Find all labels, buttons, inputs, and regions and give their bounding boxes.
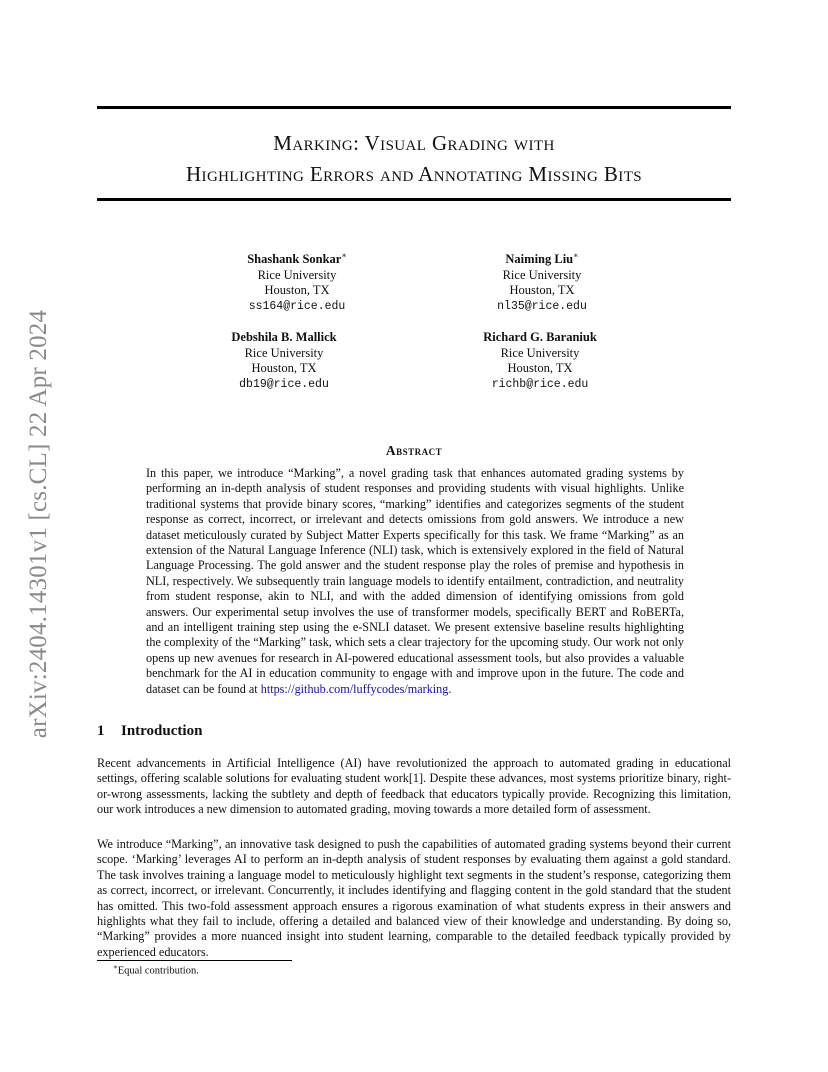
author-email[interactable]: richb@rice.edu <box>491 377 589 391</box>
author-affiliation: Rice University <box>244 345 324 360</box>
author-email[interactable]: nl35@rice.edu <box>497 299 587 313</box>
title-line-2: Highlighting Errors and Annotating Missing Bits <box>185 162 642 186</box>
abstract-text: In this paper, we introduce “Marking”, a novel grading task that enhances automated grading systems by performing an in-depth analysis of student responses and providing students with visual highlights. Unlike traditional systems that provide binary scores, “marking” identifies and categorizes segments of the student response as correct, incorrect, or irrelevant and detects omissions from gold answers. We introduce a new dataset meticulously curated by Subject Matter Experts specifically for this task. We frame “Marking” as an extension of the Natural Language Inference (NLI) task, which is extensively explored in the field of Natural Language Processing. The gold answer and the student response play the roles of premise and hypothesis in NLI, respectively. We subsequently train language models to identify entailment, contradiction, and neutrality from student response, akin to NLI, and with the added dimension of identifying omissions from gold answers. Our experimental setup involves the use of transformer models, specifically BERT and RoBERTa, and an intelligent training step using the e-SNLI dataset. We present extensive baseline results highlighting the complexity of the “Marking” task, which sets a clear trajectory for the upcoming study. Our work not only opens up new avenues for research in AI-powered educational assessment tools, but also provides a valuable benchmark for the AI in education community to engage with and improve upon in the future. The code and dataset can be found at <box>146 466 684 696</box>
footnote-rule <box>97 960 292 961</box>
footnote <box>113 963 199 977</box>
author-location: Houston, TX <box>509 283 575 298</box>
abstract-end: . <box>448 681 452 696</box>
author-name: Shashank Sonkar∗ <box>247 251 347 267</box>
author-block <box>430 330 650 392</box>
footnote-text: Equal contribution. <box>117 965 199 977</box>
author-name: Naiming Liu∗ <box>505 251 579 267</box>
arxiv-side-stamp <box>22 288 56 760</box>
author-location: Houston, TX <box>251 361 317 375</box>
intro-paragraph-1: Recent advancements in Artificial Intelligence (AI) have revolutionized the approach to automated grading in educational settings, offering scalable solutions for evaluating student work[1]. Despite these advances, most systems prioritize binary, right-or-wrong assessments, lacking the subtlety and depth of feedback that educators typically provide. Recognizing this limitation, our work introduces a new dimension to automated grading, moving towards a more detailed form of assessment. <box>97 756 731 817</box>
author-block <box>432 248 652 314</box>
section-heading <box>97 723 202 740</box>
author-location: Houston, TX <box>507 361 573 375</box>
author-mark: ∗ <box>573 251 579 260</box>
title-bottom-rule <box>97 198 731 201</box>
title-top-rule <box>97 106 731 109</box>
author-affiliation: Rice University <box>500 345 580 360</box>
arxiv-identifier: arXiv:2404.14301v1 [cs.CL] 22 Apr 2024 <box>25 309 52 739</box>
author-name: Debshila B. Mallick <box>231 330 337 344</box>
code-dataset-link[interactable]: https://github.com/luffycodes/marking <box>260 681 449 696</box>
author-block <box>174 330 394 392</box>
author-name: Richard G. Baraniuk <box>483 330 597 344</box>
abstract-heading: Abstract <box>385 443 443 458</box>
section-title: Introduction <box>121 723 203 739</box>
section-number: 1 <box>97 723 105 739</box>
title-line-1: Marking: Visual Grading with <box>273 131 555 155</box>
intro-paragraph-2: We introduce “Marking”, an innovative task designed to push the capabilities of automated grading systems beyond their current scope. ‘Marking’ leverages AI to perform an in-depth analysis of student responses by evaluating them against a gold standard. The task involves training a language model to meticulously highlight text segments in the student’s response, categorizing them as correct, incorrect, or irrelevant. Concurrently, it includes identifying and flagging content in the gold standard that the student has omitted. This two-fold assessment approach ensures a rigorous examination of what students express in their answers and highlights what they fail to include, offering a detailed and balanced view of their knowledge and understanding. By doing so, “Marking” provides a more nuanced insight into student learning, comparable to the detailed feedback typically provided by experienced educators. <box>97 837 731 959</box>
author-location: Houston, TX <box>264 283 330 298</box>
author-mark: ∗ <box>341 251 347 260</box>
paper-title <box>97 128 731 190</box>
author-email[interactable]: ss164@rice.edu <box>248 299 346 313</box>
abstract-body <box>146 466 684 697</box>
footnote-mark: ∗ <box>113 963 118 971</box>
author-block <box>187 248 407 314</box>
author-email[interactable]: db19@rice.edu <box>239 377 329 391</box>
author-affiliation: Rice University <box>502 267 582 282</box>
author-affiliation: Rice University <box>257 267 337 282</box>
